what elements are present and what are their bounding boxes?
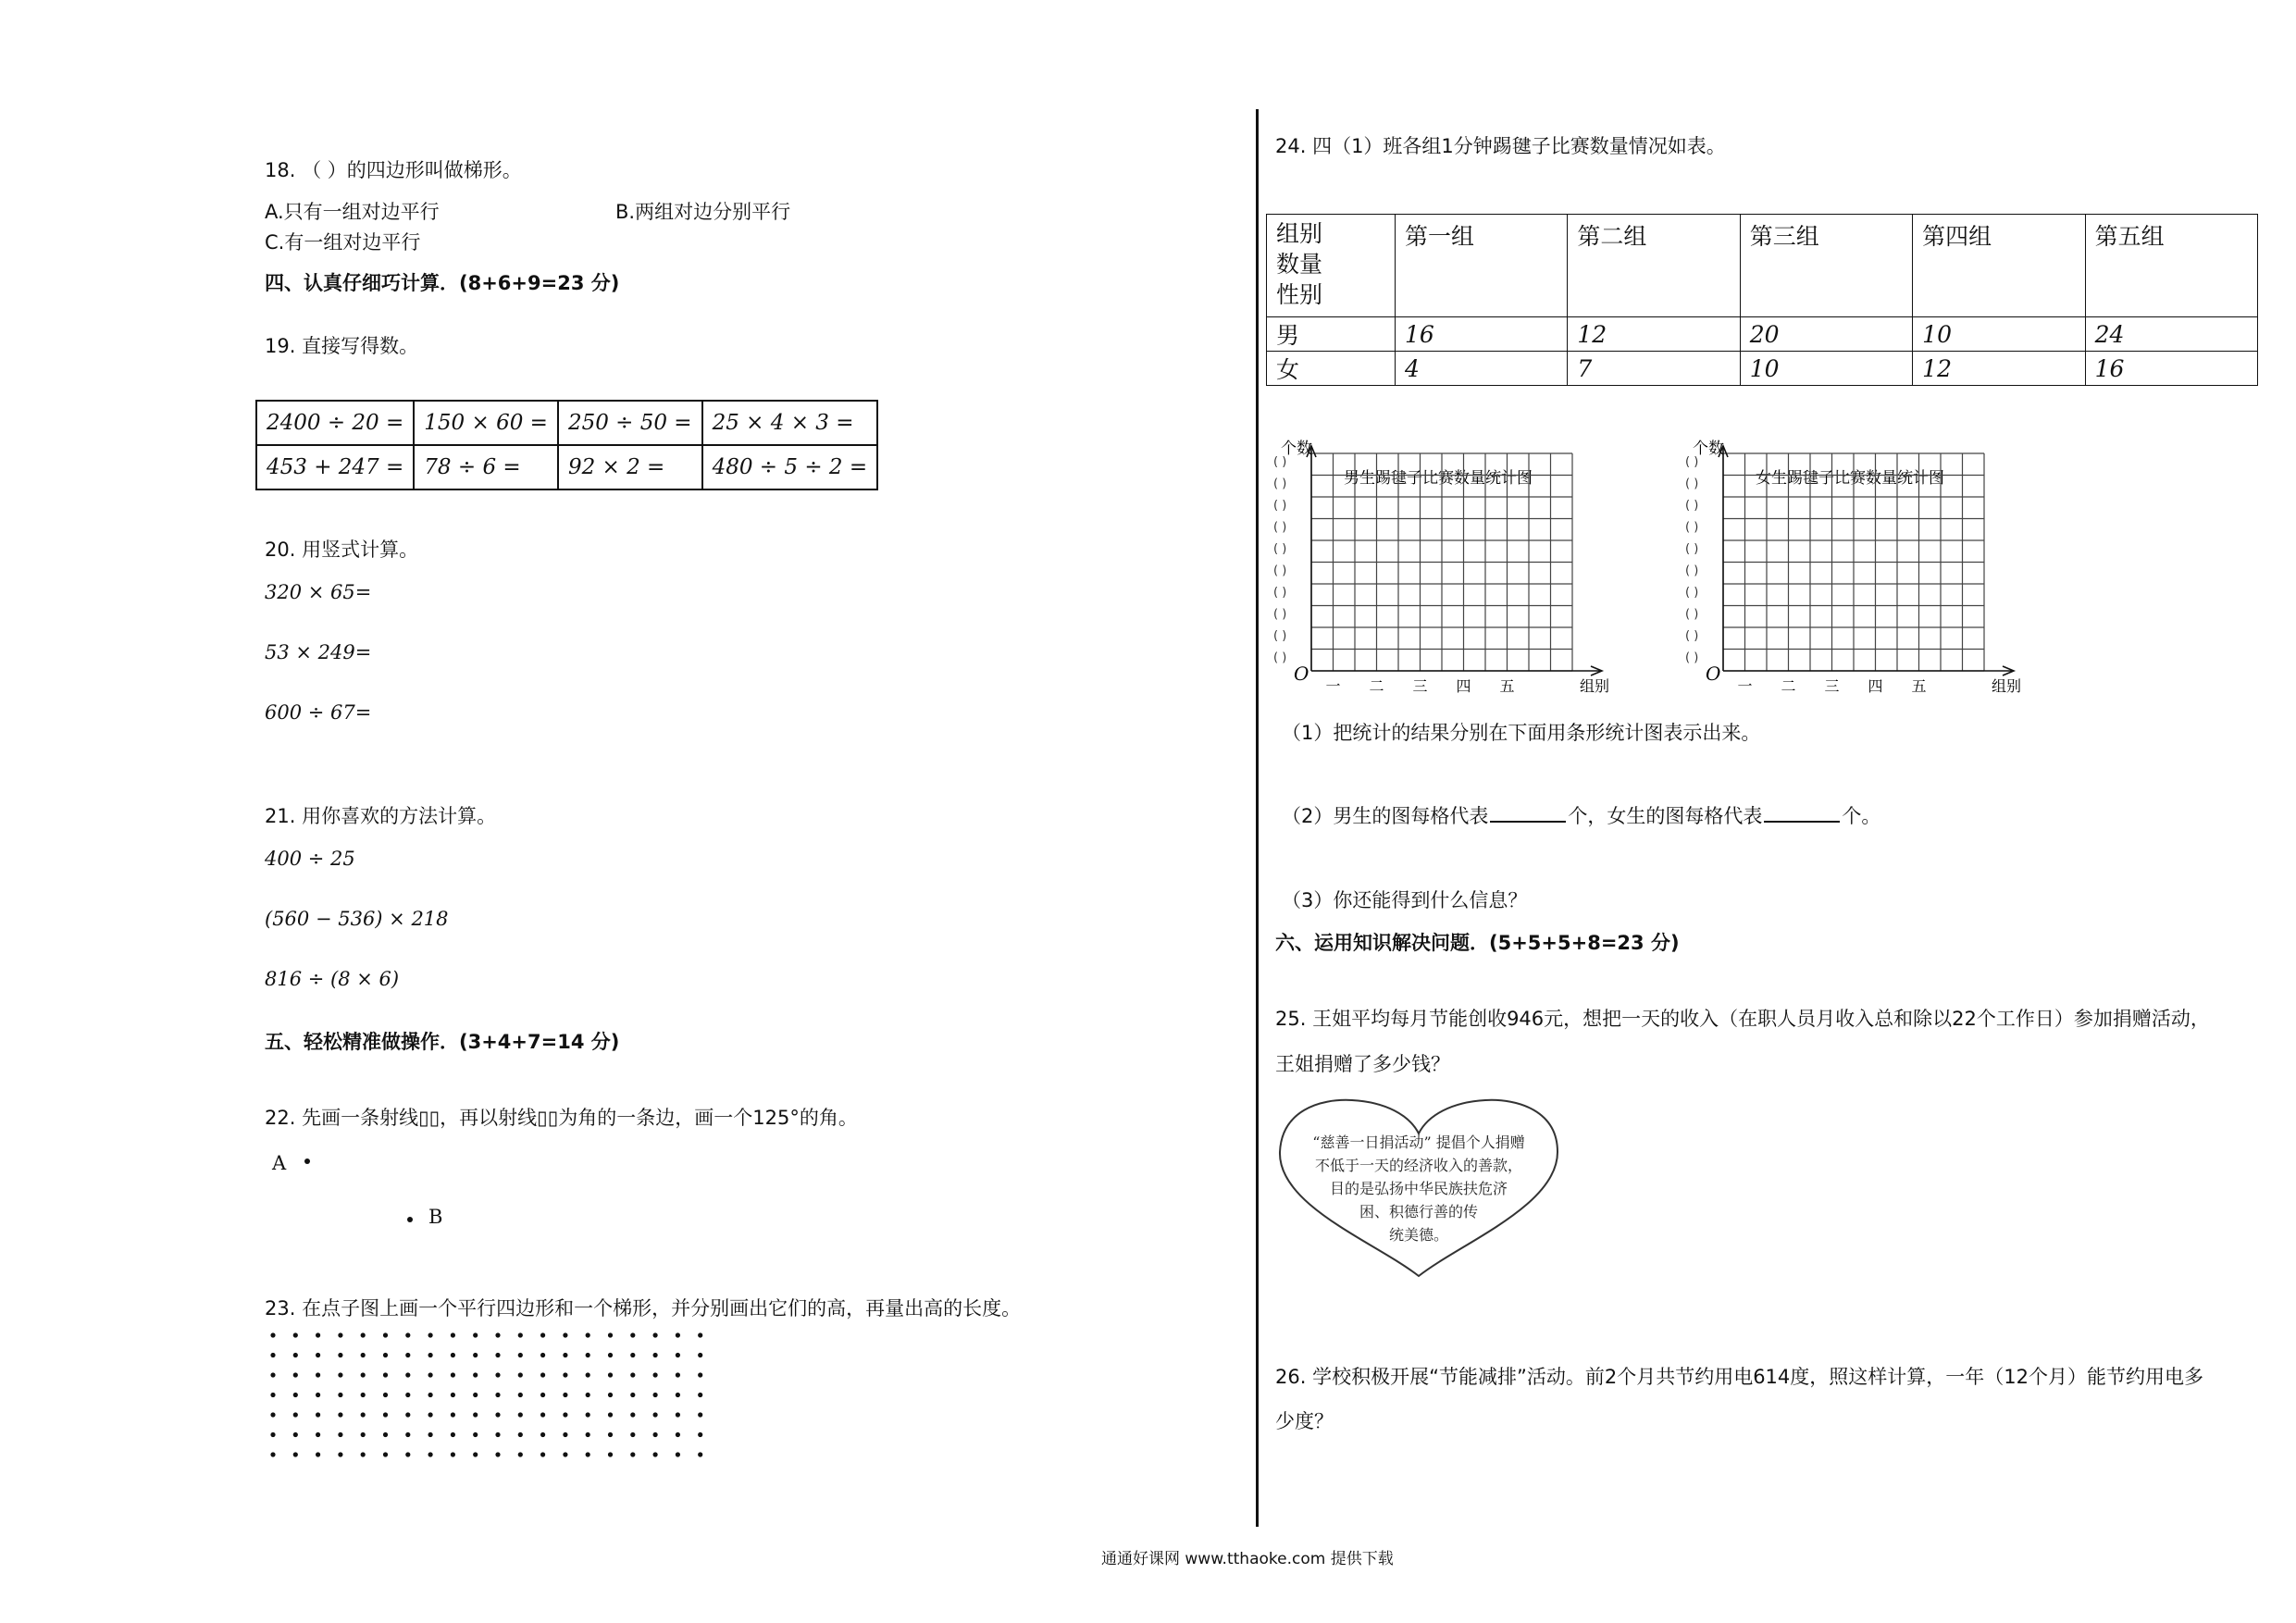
grid-dot [518, 1432, 523, 1437]
section-4-heading: 四、认真仔细巧计算．(8+6+9=23 分) [265, 272, 620, 294]
grid-dot [405, 1432, 410, 1437]
grid-dot [540, 1452, 545, 1456]
point-b-dot [407, 1217, 413, 1222]
grid-dot [428, 1412, 433, 1417]
grid-dot [338, 1353, 342, 1357]
grid-dot [473, 1393, 478, 1397]
grid-dot [518, 1372, 523, 1377]
x-tick-label: 四 [1456, 677, 1471, 695]
grid-dot [451, 1372, 455, 1377]
grid-dot [676, 1452, 680, 1456]
grid-dot [563, 1452, 567, 1456]
grid-dot [405, 1452, 410, 1456]
y-tick-placeholder: ( ) [1273, 586, 1287, 600]
boy-value: 20 [1740, 317, 1912, 352]
x-tick-label: 二 [1369, 677, 1384, 695]
grid-dot [518, 1332, 523, 1337]
grid-dot [586, 1353, 590, 1357]
point-a-label: A [272, 1152, 287, 1174]
girl-value: 10 [1740, 352, 1912, 386]
grid-dot [608, 1353, 613, 1357]
y-tick-placeholder: ( ) [1685, 607, 1699, 622]
q24-part-2-text-a: （2）男生的图每格代表 [1282, 805, 1489, 827]
grid-dot [653, 1353, 658, 1357]
calc-cell: 453 + 247 = [256, 445, 414, 489]
x-tick-label: 四 [1868, 677, 1883, 695]
grid-dot [676, 1353, 680, 1357]
q18-option-c: C.有一组对边平行 [265, 231, 421, 254]
y-tick-placeholder: ( ) [1685, 586, 1699, 600]
grid-dot [563, 1372, 567, 1377]
grid-dot [473, 1372, 478, 1377]
answer-blank-boy[interactable] [1490, 821, 1566, 823]
grid-dot [630, 1372, 635, 1377]
shuttlecock-score-table [1266, 214, 2258, 386]
grid-dot [338, 1412, 342, 1417]
grid-dot [428, 1353, 433, 1357]
y-tick-placeholder: ( ) [1685, 477, 1699, 491]
calc-cell: 78 ÷ 6 = [414, 445, 558, 489]
grid-dot [383, 1372, 388, 1377]
grid-dot [540, 1353, 545, 1357]
grid-dot [293, 1353, 298, 1357]
grid-dot [473, 1432, 478, 1437]
section-5-heading: 五、轻松精准做操作．(3+4+7=14 分) [265, 1031, 620, 1053]
q26-line-1: 26. 学校积极开展“节能减排”活动。前2个月共节约用电614度，照这样计算，一年（12个月）能节约用电多 [1275, 1366, 2203, 1388]
q19-stem: 19. 直接写得数。 [265, 335, 419, 357]
girl-value: 12 [1913, 352, 2085, 386]
table-row [1267, 352, 2258, 386]
grid-dot [361, 1393, 366, 1397]
grid-dot [361, 1432, 366, 1437]
grid-dot [630, 1393, 635, 1397]
x-tick-label: 三 [1412, 677, 1428, 695]
grid-dot [540, 1432, 545, 1437]
q25-line-1: 25. 王姐平均每月节能创收946元，想把一天的收入（在职人员月收入总和除以22个工作日）参加捐赠活动， [1275, 1008, 2210, 1030]
grid-dot [451, 1393, 455, 1397]
grid-dot [698, 1452, 702, 1456]
grid-dot [338, 1432, 342, 1437]
grid-dot [586, 1332, 590, 1337]
y-tick-placeholder: ( ) [1273, 499, 1287, 513]
y-tick-placeholder: ( ) [1273, 455, 1287, 469]
grid-dot [676, 1393, 680, 1397]
grid-dot [451, 1432, 455, 1437]
grid-dot [698, 1332, 702, 1337]
boy-value: 24 [2085, 317, 2257, 352]
grid-dot [653, 1393, 658, 1397]
grid-dot [518, 1452, 523, 1456]
q20-item-1: 320 × 65= [265, 581, 372, 603]
grid-dot [676, 1412, 680, 1417]
x-tick-label: 三 [1824, 677, 1840, 695]
group-header: 第二组 [1568, 215, 1740, 317]
boy-value: 10 [1913, 317, 2085, 352]
grid-dot [383, 1432, 388, 1437]
grid-dot [383, 1393, 388, 1397]
girl-value: 7 [1568, 352, 1740, 386]
grid-dot [270, 1393, 275, 1397]
grid-dot [630, 1332, 635, 1337]
grid-dot [361, 1372, 366, 1377]
grid-dot [540, 1372, 545, 1377]
grid-dot [586, 1452, 590, 1456]
grid-dot [495, 1452, 500, 1456]
table-row [256, 401, 877, 445]
y-tick-placeholder: ( ) [1273, 520, 1287, 535]
grid-dot [563, 1353, 567, 1357]
q22-stem: 22. 先画一条射线▯▯，再以射线▯▯为角的一条边，画一个125°的角。 [265, 1107, 858, 1129]
q21-item-1: 400 ÷ 25 [265, 848, 355, 870]
x-tick-label: 一 [1737, 677, 1753, 695]
grid-dot [451, 1452, 455, 1456]
dot-grid[interactable] [268, 1331, 713, 1465]
grid-dot [653, 1332, 658, 1337]
grid-dot [293, 1332, 298, 1337]
grid-dot [338, 1452, 342, 1456]
q21-item-2: (560 − 536) × 218 [265, 908, 449, 930]
grid-dot [630, 1412, 635, 1417]
grid-dot [518, 1393, 523, 1397]
heart-text [1274, 1131, 1563, 1246]
grid-dot [270, 1432, 275, 1437]
q23-stem: 23. 在点子图上画一个平行四边形和一个梯形，并分别画出它们的高，再量出高的长度。 [265, 1297, 1022, 1319]
grid-dot [316, 1372, 320, 1377]
grid-dot [495, 1393, 500, 1397]
grid-dot [428, 1393, 433, 1397]
table-row [256, 445, 877, 489]
heart-text-line: “慈善一日捐活动” 提倡个人捐赠 [1312, 1134, 1525, 1151]
grid-dot [698, 1432, 702, 1437]
grid-dot [563, 1432, 567, 1437]
grid-dot [338, 1372, 342, 1377]
calc-cell: 25 × 4 × 3 = [702, 401, 878, 445]
grid-dot [473, 1332, 478, 1337]
row-label-boy: 男 [1267, 317, 1396, 352]
boy-value: 12 [1568, 317, 1740, 352]
grid-dot [608, 1452, 613, 1456]
y-axis-label: 个数 [1281, 440, 1312, 458]
grid-dot [698, 1353, 702, 1357]
grid-dot [316, 1332, 320, 1337]
header-label-gender: 性别 [1276, 281, 1323, 308]
grid-dot [316, 1353, 320, 1357]
point-b-label: B [428, 1206, 443, 1228]
grid-dot [428, 1432, 433, 1437]
y-tick-placeholder: ( ) [1273, 650, 1287, 665]
grid-dot [293, 1372, 298, 1377]
grid-dot [316, 1452, 320, 1456]
grid-dot [653, 1432, 658, 1437]
grid-dot [653, 1372, 658, 1377]
q21-stem: 21. 用你喜欢的方法计算。 [265, 805, 497, 827]
origin-label: O [1294, 663, 1309, 685]
q24-part-3: （3）你还能得到什么信息？ [1282, 889, 1528, 911]
grid-dot [653, 1452, 658, 1456]
grid-dot [405, 1412, 410, 1417]
x-tick-label: 一 [1325, 677, 1341, 695]
grid-dot [338, 1332, 342, 1337]
column-divider [1256, 109, 1259, 1527]
grid-dot [405, 1372, 410, 1377]
q18-stem: 18. （ ）的四边形叫做梯形。 [265, 159, 522, 181]
grid-dot [361, 1412, 366, 1417]
q25-line-2: 王姐捐赠了多少钱？ [1275, 1053, 1450, 1075]
y-tick-placeholder: ( ) [1685, 542, 1699, 556]
grid-dot [676, 1372, 680, 1377]
table-row [1267, 215, 2258, 317]
calc-cell: 150 × 60 = [414, 401, 558, 445]
x-axis-label: 组别 [1992, 677, 2022, 695]
grid-dot [428, 1372, 433, 1377]
y-tick-placeholder: ( ) [1685, 520, 1699, 535]
grid-dot [451, 1353, 455, 1357]
grid-dot [563, 1332, 567, 1337]
grid-dot [428, 1332, 433, 1337]
grid-dot [586, 1393, 590, 1397]
header-label-quantity: 数量 [1276, 251, 1323, 278]
grid-dot [473, 1412, 478, 1417]
chart-title: 男生踢毽子比赛数量统计图 [1344, 469, 1533, 488]
grid-dot [293, 1412, 298, 1417]
grid-dot [270, 1372, 275, 1377]
grid-dot [293, 1452, 298, 1456]
grid-dot [316, 1432, 320, 1437]
y-tick-placeholder: ( ) [1685, 455, 1699, 469]
girl-value: 4 [1396, 352, 1568, 386]
grid-dot [653, 1412, 658, 1417]
chart-title: 女生踢毽子比赛数量统计图 [1756, 469, 1944, 488]
grid-dot [383, 1412, 388, 1417]
grid-dot [608, 1393, 613, 1397]
q26-line-2: 少度？ [1275, 1410, 1334, 1432]
grid-dot [316, 1412, 320, 1417]
grid-dot [608, 1332, 613, 1337]
x-axis-label: 组别 [1580, 677, 1610, 695]
grid-dot [495, 1372, 500, 1377]
mental-calc-table [255, 400, 878, 490]
grid-dot [518, 1412, 523, 1417]
grid-dot [698, 1412, 702, 1417]
heart-text-line: 目的是弘扬中华民族扶危济 [1329, 1180, 1508, 1197]
calc-cell: 92 × 2 = [558, 445, 702, 489]
q20-item-2: 53 × 249= [265, 641, 372, 663]
q24-part-2 [1282, 801, 1880, 829]
grid-dot [630, 1432, 635, 1437]
q18-option-a: A.只有一组对边平行 [265, 201, 440, 223]
grid-dot [428, 1452, 433, 1456]
grid-dot [495, 1412, 500, 1417]
grid-dot [540, 1393, 545, 1397]
grid-dot [293, 1393, 298, 1397]
grid-dot [630, 1452, 635, 1456]
grid-dot [540, 1412, 545, 1417]
grid-dot [338, 1393, 342, 1397]
q20-item-3: 600 ÷ 67= [265, 701, 372, 724]
grid-dot [361, 1452, 366, 1456]
heart-text-line: 困、积德行善的传 [1359, 1203, 1478, 1220]
grid-dot [316, 1393, 320, 1397]
calc-cell: 480 ÷ 5 ÷ 2 = [702, 445, 878, 489]
grid-dot [676, 1332, 680, 1337]
group-header: 第三组 [1740, 215, 1912, 317]
grid-dot [495, 1432, 500, 1437]
y-tick-placeholder: ( ) [1273, 607, 1287, 622]
grid-dot [586, 1372, 590, 1377]
grid-dot [586, 1432, 590, 1437]
calc-cell: 2400 ÷ 20 = [256, 401, 414, 445]
grid-dot [495, 1353, 500, 1357]
grid-dot [293, 1432, 298, 1437]
calc-cell: 250 ÷ 50 = [558, 401, 702, 445]
girl-chart-grid[interactable] [1680, 435, 2031, 703]
boy-value: 16 [1396, 317, 1568, 352]
grid-dot [383, 1353, 388, 1357]
group-header: 第四组 [1913, 215, 2085, 317]
grid-dot [405, 1353, 410, 1357]
grid-dot [383, 1332, 388, 1337]
q18-option-b: B.两组对边分别平行 [615, 201, 791, 223]
grid-dot [495, 1332, 500, 1337]
y-tick-placeholder: ( ) [1273, 564, 1287, 578]
y-tick-placeholder: ( ) [1273, 477, 1287, 491]
grid-dot [405, 1332, 410, 1337]
grid-dot [563, 1412, 567, 1417]
q24-part-2-text-b: 个，女生的图每格代表 [1568, 805, 1763, 827]
grid-dot [676, 1432, 680, 1437]
grid-dot [361, 1353, 366, 1357]
x-tick-label: 五 [1499, 677, 1515, 695]
answer-blank-girl[interactable] [1764, 821, 1840, 823]
header-label-group: 组别 [1276, 220, 1323, 247]
row-label-girl: 女 [1267, 352, 1396, 386]
grid-dot [698, 1372, 702, 1377]
diagonal-header-cell [1267, 215, 1396, 317]
q21-item-3: 816 ÷ (8 × 6) [265, 968, 400, 990]
q20-stem: 20. 用竖式计算。 [265, 539, 419, 561]
grid-dot [405, 1393, 410, 1397]
heart-text-line: 统美德。 [1388, 1226, 1448, 1244]
y-tick-placeholder: ( ) [1685, 650, 1699, 665]
grid-dot [361, 1332, 366, 1337]
girl-value: 16 [2085, 352, 2257, 386]
grid-dot [586, 1412, 590, 1417]
grid-dot [473, 1452, 478, 1456]
grid-dot [608, 1372, 613, 1377]
section-6-heading: 六、运用知识解决问题．(5+5+5+8=23 分) [1275, 932, 1680, 954]
q24-stem: 24. 四（1）班各组1分钟踢毽子比赛数量情况如表。 [1275, 135, 1726, 157]
y-tick-placeholder: ( ) [1685, 629, 1699, 643]
grid-dot [270, 1452, 275, 1456]
grid-dot [270, 1353, 275, 1357]
origin-label: O [1706, 663, 1721, 685]
x-tick-label: 五 [1911, 677, 1927, 695]
y-tick-placeholder: ( ) [1685, 499, 1699, 513]
grid-dot [608, 1432, 613, 1437]
y-tick-placeholder: ( ) [1273, 542, 1287, 556]
group-header: 第五组 [2085, 215, 2257, 317]
grid-dot [451, 1412, 455, 1417]
x-tick-label: 二 [1781, 677, 1796, 695]
table-row [1267, 317, 2258, 352]
y-tick-placeholder: ( ) [1273, 629, 1287, 643]
grid-dot [630, 1353, 635, 1357]
grid-dot [270, 1412, 275, 1417]
grid-dot [698, 1393, 702, 1397]
footer-credit: 通通好课网 www.tthaoke.com 提供下载 [1101, 1550, 1394, 1568]
y-axis-label: 个数 [1693, 440, 1724, 458]
point-a-dot [304, 1158, 310, 1164]
grid-dot [383, 1452, 388, 1456]
q24-part-2-text-c: 个。 [1842, 805, 1881, 827]
grid-dot [608, 1412, 613, 1417]
grid-dot [518, 1353, 523, 1357]
grid-dot [473, 1353, 478, 1357]
grid-dot [540, 1332, 545, 1337]
group-header: 第一组 [1396, 215, 1568, 317]
q24-part-1: （1）把统计的结果分别在下面用条形统计图表示出来。 [1282, 722, 1761, 744]
grid-dot [451, 1332, 455, 1337]
grid-dot [270, 1332, 275, 1337]
y-tick-placeholder: ( ) [1685, 564, 1699, 578]
grid-dot [563, 1393, 567, 1397]
boy-chart-grid[interactable] [1268, 435, 1620, 703]
heart-text-line: 不低于一天的经济收入的善款， [1314, 1157, 1522, 1174]
